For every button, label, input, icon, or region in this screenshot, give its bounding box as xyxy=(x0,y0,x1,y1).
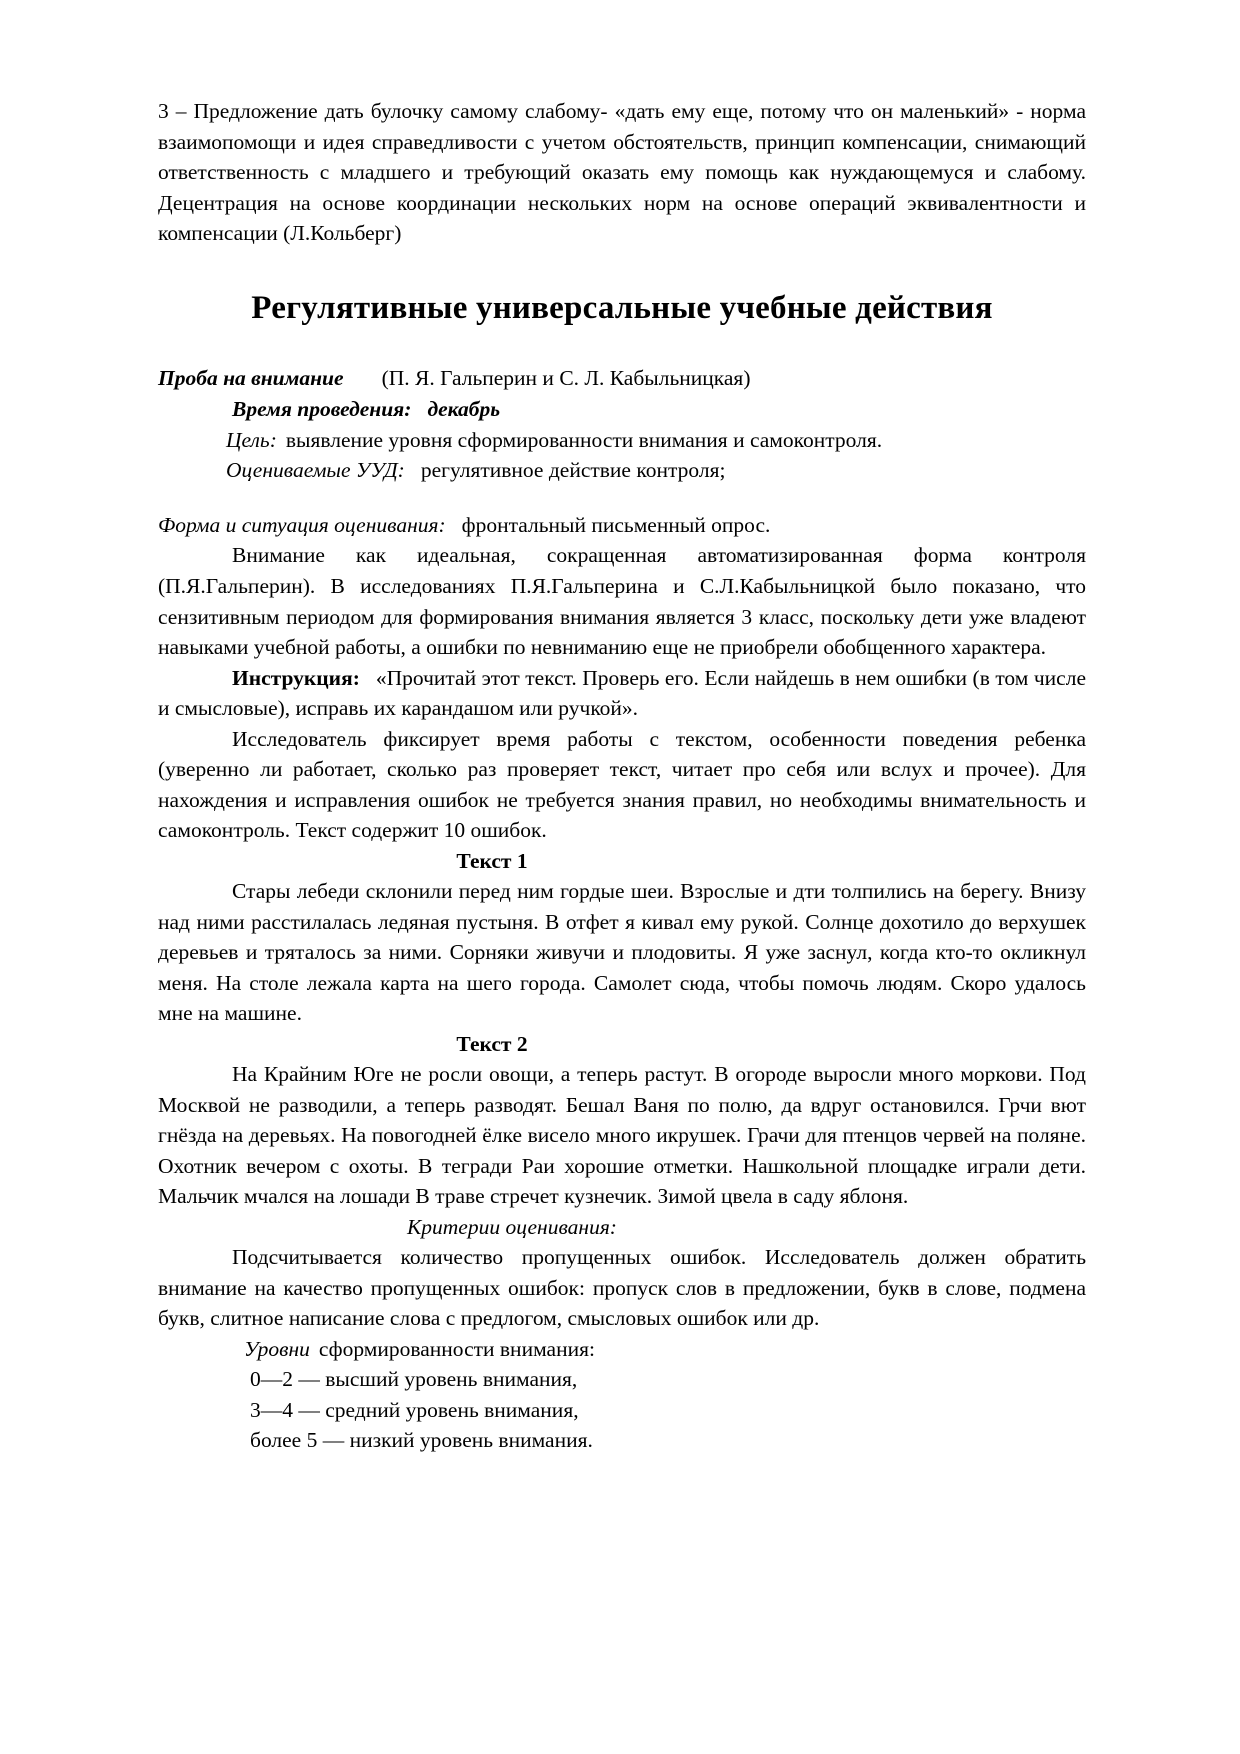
spacer xyxy=(158,486,1086,510)
levels-rest: сформированности внимания: xyxy=(318,1336,595,1361)
criteria-paragraph: Подсчитывается количество пропущенных ошибок. Исследователь должен обратить внимание на качество пропущенных ошибок: пропуск слов в предложении, букв в слове, подмена букв, слитное написание слова с предлогом, смысловых ошибок или др. xyxy=(158,1245,1086,1331)
probe-time-label: Время проведения: xyxy=(232,397,412,422)
probe-form-value: фронтальный письменный опрос. xyxy=(461,512,771,537)
probe-goal-label: Цель: xyxy=(226,427,277,452)
intro-paragraph: 3 – Предложение дать булочку самому слабому- «дать ему еще, потому что он маленький» - норма взаимопомощи и идея справедливости с учетом обстоятельств, принцип компенсации, снимающий ответственность с младшего и требующий оказать ему помощь как нуждающемуся и слабому. Децентрация на основе координации нескольких норм на основе операций эквивалентности и компенсации (Л.Кольберг) xyxy=(158,99,1086,246)
instruction-label: Инструкция: xyxy=(232,665,360,690)
instruction-paragraph xyxy=(158,663,1086,724)
probe-title-line xyxy=(158,362,1086,394)
probe-time-value: декабрь xyxy=(427,397,501,422)
text1-heading: Текст 1 xyxy=(456,848,528,873)
level-item: более 5 — низкий уровень внимания. xyxy=(250,1428,593,1453)
probe-authors: (П. Я. Гальперин и С. Л. Кабыльницкая) xyxy=(381,366,751,391)
researcher-paragraph: Исследователь фиксирует время работы с текстом, особенности поведения ребенка (уверенно ли работает, сколько раз проверяет текст, читает про себя или вслух и прочее). Для нахождения и исправления ошибок не требуется знания правил, но необходимы внимательность и самоконтроль. Текст содержит 10 ошибок. xyxy=(158,726,1086,843)
attention-paragraph: Внимание как идеальная, сокращенная автоматизированная форма контроля (П.Я.Гальперин). В исследованиях П.Я.Гальперина и С.Л.Кабыльницкой было показано, что сензитивным периодом для формирования внимания является 3 класс, поскольку дети уже владеют навыками учебной работы, а ошибки по невниманию еще не приобрели обобщенного характера. xyxy=(158,543,1086,660)
levels-heading-line xyxy=(158,1334,1086,1365)
probe-title: Проба на внимание xyxy=(158,366,344,391)
page-content xyxy=(158,96,1086,1456)
probe-form-label: Форма и ситуация оценивания: xyxy=(158,512,446,537)
spacer xyxy=(158,249,1086,289)
text2-heading: Текст 2 xyxy=(456,1031,528,1056)
level-item: 3—4 — средний уровень внимания, xyxy=(250,1397,579,1422)
probe-time-line xyxy=(158,394,1086,425)
page-title: Регулятивные универсальные учебные действия xyxy=(251,289,993,326)
text1-content: Стары лебеди склонили перед ним гордые шеи. Взрослые и дти толпились на берегу. Внизу над ними расстилалась ледяная пустыня. В отфет я кивал ему рукой. Солнце дохотило до верхушек деревьев и тряталось за ними. Сорняки живучи и плодовиты. Я уже заснул, когда кто-то окликнул меня. На столе лежала карта на шего города. Самолет сюда, чтобы помочь людям. Скоро удалось мне на машине. xyxy=(158,879,1086,1026)
instruction-text: «Прочитай этот текст. Проверь его. Если найдешь в нем ошибки (в том числе и смысловые), исправь их карандашом или ручкой». xyxy=(158,665,1086,721)
probe-goal-value: выявление уровня сформированности внимания и самоконтроля. xyxy=(285,427,883,452)
probe-uud-line xyxy=(158,455,1086,486)
spacer xyxy=(158,328,1086,362)
probe-form-line xyxy=(158,510,1086,541)
level-item: 0—2 — высший уровень внимания, xyxy=(250,1367,578,1392)
probe-uud-value: регулятивное действие контроля; xyxy=(420,458,726,483)
levels-label: Уровни xyxy=(244,1336,310,1361)
probe-uud-label: Оцениваемые УУД: xyxy=(226,458,405,483)
criteria-heading: Критерии оценивания: xyxy=(407,1214,617,1239)
probe-goal-line xyxy=(158,425,1086,456)
text2-content: На Крайним Юге не росли овощи, а теперь растут. В огороде выросли много моркови. Под Москвой не разводили, а теперь разводят. Бешал Ваня по полю, да вдруг остановился. Грчи вют гнёзда на деревьях. На повогодней ёлке висело много икрушек. Грачи для птенцов червей на поляне. Охотник вечером с охоты. В тегради Раи хорошие отметки. Нашкольной площадке играли дети. Мальчик мчался на лошади В траве стречет кузнечик. Зимой цвела в саду яблоня. xyxy=(158,1062,1086,1209)
